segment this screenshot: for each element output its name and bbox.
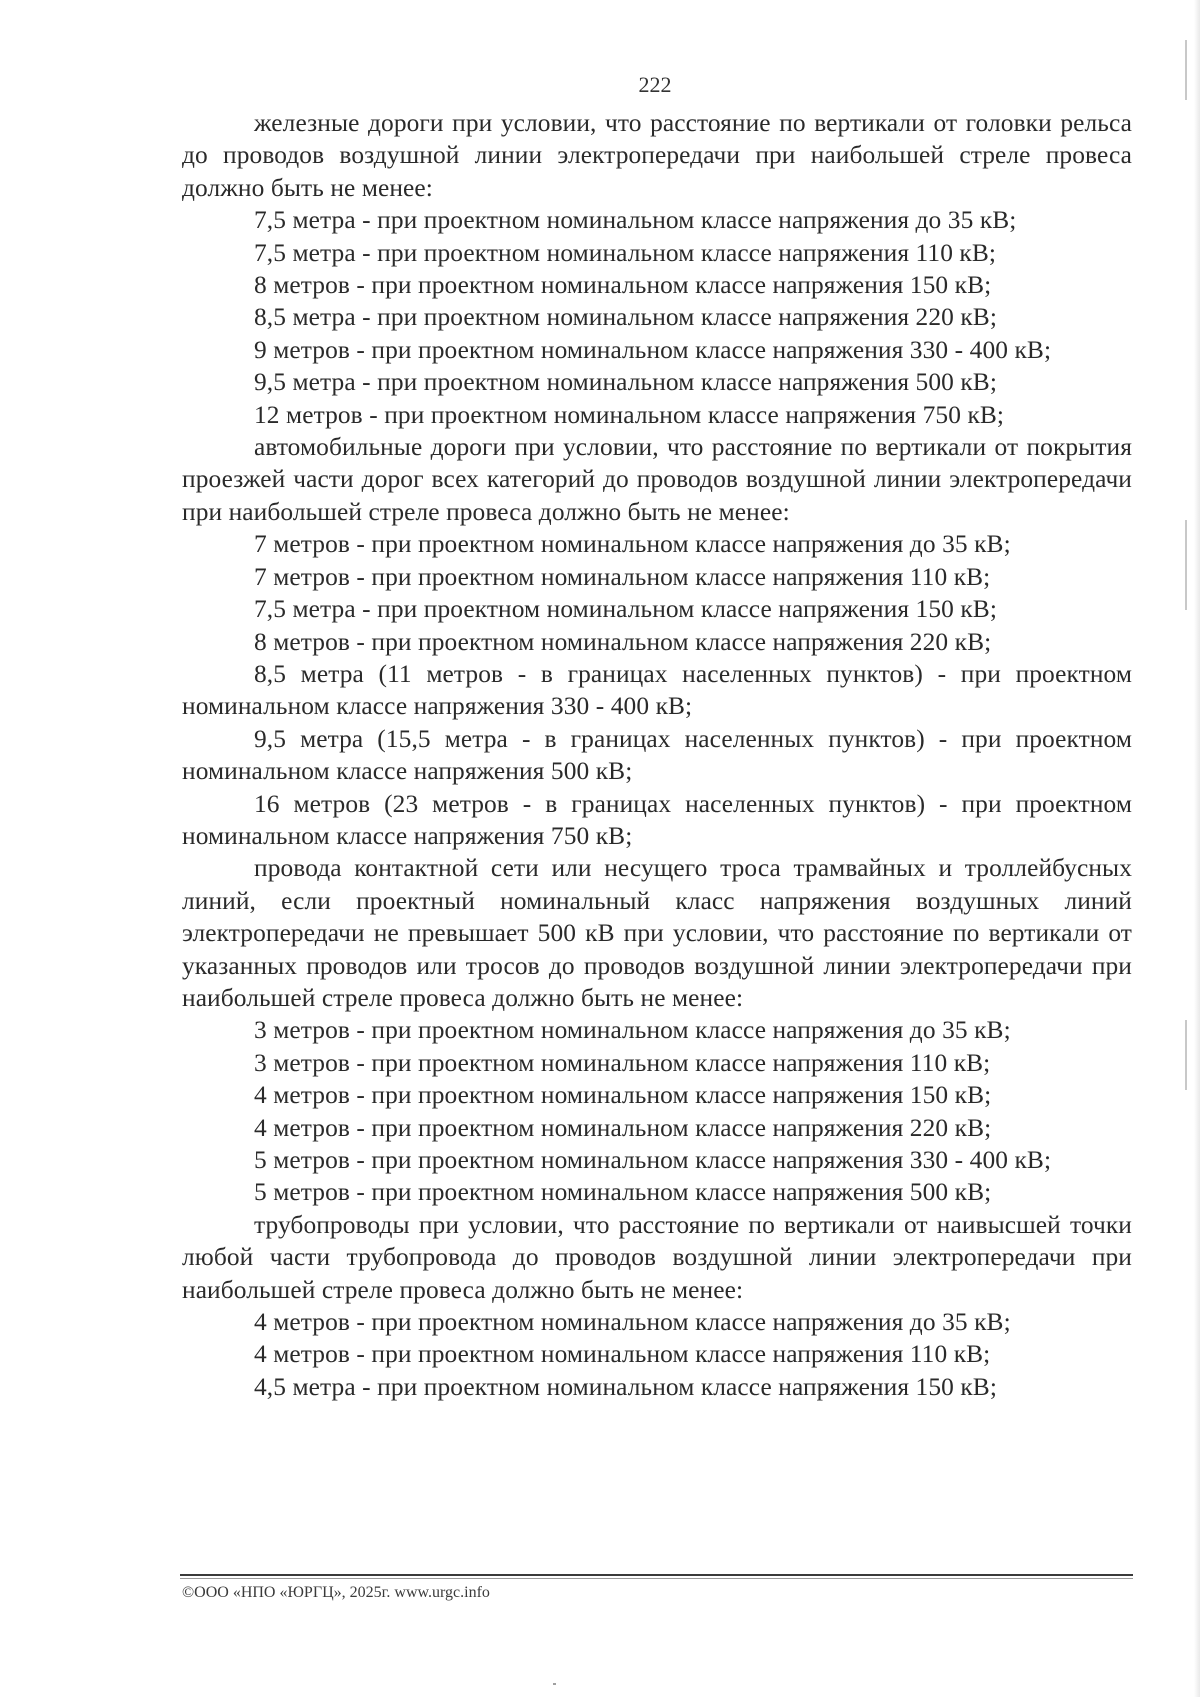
list-item: 8,5 метра - при проектном номинальном классе напряжения 220 кВ;	[254, 303, 997, 332]
footer-divider-thin	[180, 1578, 1133, 1579]
list-item: 4 метров - при проектном номинальном классе напряжения до 35 кВ;	[254, 1308, 1011, 1337]
list-item: 7,5 метра - при проектном номинальном классе напряжения 110 кВ;	[254, 238, 997, 267]
page-number: 222	[638, 72, 672, 97]
list-item: 5 метров - при проектном номинальном классе напряжения 330 - 400 кВ;	[254, 1146, 1052, 1174]
paragraph: автомобильные дороги при условии, что расстояние по вертикали от покрытия проезжей части дорог всех категорий до проводов воздушной линии электропередачи при наибольшей стреле провеса должно быть не менее:	[182, 433, 1132, 526]
scan-artifact	[553, 1683, 556, 1685]
list-item: 5 метров - при проектном номинальном классе напряжения 500 кВ;	[254, 1178, 992, 1207]
list-item: 4 метров - при проектном номинальном классе напряжения 220 кВ;	[254, 1113, 992, 1142]
list-item: 9,5 метра (15,5 метра - в границах населенных пунктов) - при проектном номинальном классе напряжения 500 кВ;	[182, 724, 1132, 786]
list-item: 16 метров (23 метров - в границах населенных пунктов) - при проектном номинальном классе напряжения 750 кВ;	[182, 789, 1132, 850]
list-item: 9 метров - при проектном номинальном классе напряжения 330 - 400 кВ;	[254, 335, 1052, 364]
footer-copyright: ©ООО «НПО «ЮРГЦ», 2025г. www.urgc.info	[182, 1584, 490, 1601]
list-item: 4 метров - при проектном номинальном классе напряжения 110 кВ;	[254, 1340, 991, 1369]
list-item: 3 метров - при проектном номинальном классе напряжения до 35 кВ;	[254, 1016, 1011, 1045]
list-item: 7 метров - при проектном номинальном классе напряжения до 35 кВ;	[254, 530, 1011, 559]
list-item: 12 метров - при проектном номинальном классе напряжения 750 кВ;	[254, 400, 1005, 429]
document-body	[182, 107, 1132, 1403]
scan-edge-shadow	[1194, 0, 1200, 1697]
list-item: 9,5 метра - при проектном номинальном классе напряжения 500 кВ;	[254, 368, 997, 397]
list-item: 7 метров - при проектном номинальном классе напряжения 110 кВ;	[254, 562, 991, 591]
footer-divider	[180, 1574, 1133, 1576]
scan-artifact	[1185, 520, 1187, 610]
list-item: 8 метров - при проектном номинальном классе напряжения 220 кВ;	[254, 627, 992, 656]
paragraph: провода контактной сети или несущего троса трамвайных и троллейбусных линий, если проектный номинальный класс напряжения воздушных линий электропередачи не превышает 500 кВ при условии, что расстояние по вертикали от указанных проводов или тросов до проводов воздушной линии электропередачи при наибольшей стреле провеса должно быть не менее:	[182, 854, 1132, 1012]
list-item: 4 метров - при проектном номинальном классе напряжения 150 кВ;	[254, 1081, 992, 1110]
list-item: 4,5 метра - при проектном номинальном классе напряжения 150 кВ;	[254, 1372, 997, 1401]
paragraph: железные дороги при условии, что расстояние по вертикали от головки рельса до проводов воздушной линии электропередачи при наибольшей стреле провеса должно быть не менее:	[182, 109, 1132, 202]
list-item: 8,5 метра (11 метров - в границах населенных пунктов) - при проектном номинальном классе напряжения 330 - 400 кВ;	[182, 659, 1132, 721]
paragraph: трубопроводы при условии, что расстояние по вертикали от наивысшей точки любой части трубопровода до проводов воздушной линии электропередачи при наибольшей стреле провеса должно быть не менее:	[182, 1210, 1132, 1304]
list-item: 7,5 метра - при проектном номинальном классе напряжения 150 кВ;	[254, 595, 997, 624]
list-item: 7,5 метра - при проектном номинальном классе напряжения до 35 кВ;	[254, 206, 1017, 235]
list-item: 8 метров - при проектном номинальном классе напряжения 150 кВ;	[254, 271, 992, 300]
scan-artifact	[1185, 1020, 1187, 1090]
list-item: 3 метров - при проектном номинальном классе напряжения 110 кВ;	[254, 1048, 991, 1077]
